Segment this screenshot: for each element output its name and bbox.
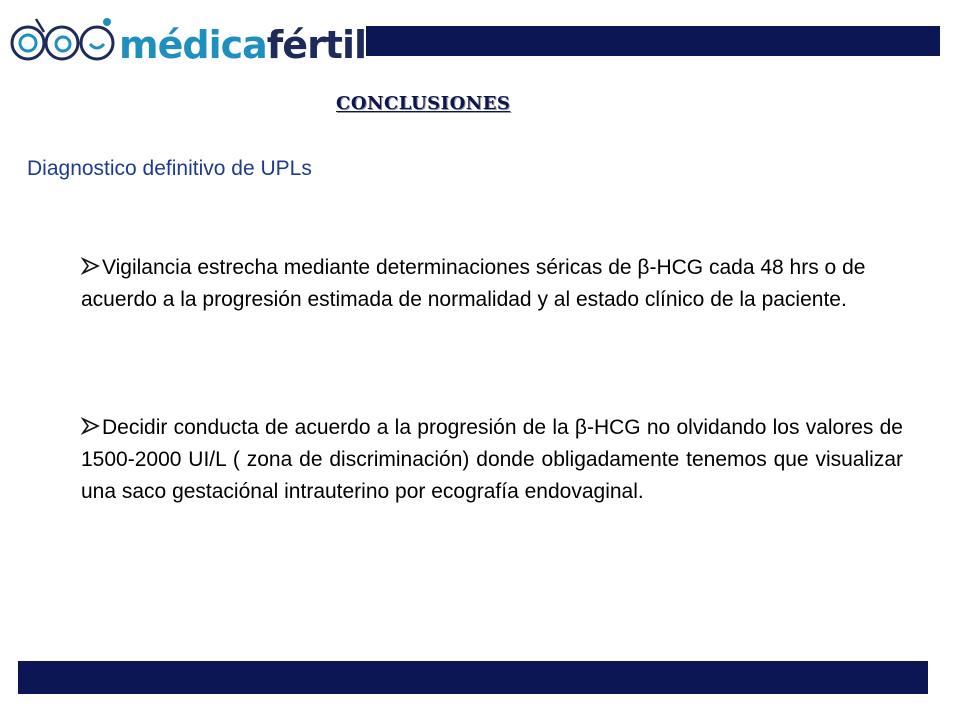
header-bar bbox=[366, 26, 940, 56]
arrow-bullet-icon bbox=[81, 256, 101, 276]
bullet-item bbox=[81, 252, 881, 316]
footer-bar bbox=[18, 661, 928, 694]
bullet-item bbox=[81, 412, 903, 508]
bullet-text: Vigilancia estrecha mediante determinaciones séricas de β-HCG cada 48 hrs o de acuerdo a la progresión estimada de normalidad y al estado clínico de la paciente. bbox=[81, 256, 866, 311]
slide-heading: CONCLUSIONES bbox=[336, 93, 511, 114]
brand-logo bbox=[6, 14, 367, 68]
logo-wordmark: médicafértil bbox=[119, 23, 367, 67]
slide-subtitle: Diagnostico definitivo de UPLs bbox=[27, 157, 312, 180]
arrow-bullet-icon bbox=[81, 416, 101, 436]
bullet-text: Decidir conducta de acuerdo a la progresión de la β-HCG no olvidando los valores de 1500-2000 UI/L ( zona de discriminación) donde obligadamente tenemos que visualizar una saco gestaciónal intrauterino por ecografía endovaginal. bbox=[81, 416, 903, 503]
logo-circles-icon bbox=[12, 18, 113, 59]
